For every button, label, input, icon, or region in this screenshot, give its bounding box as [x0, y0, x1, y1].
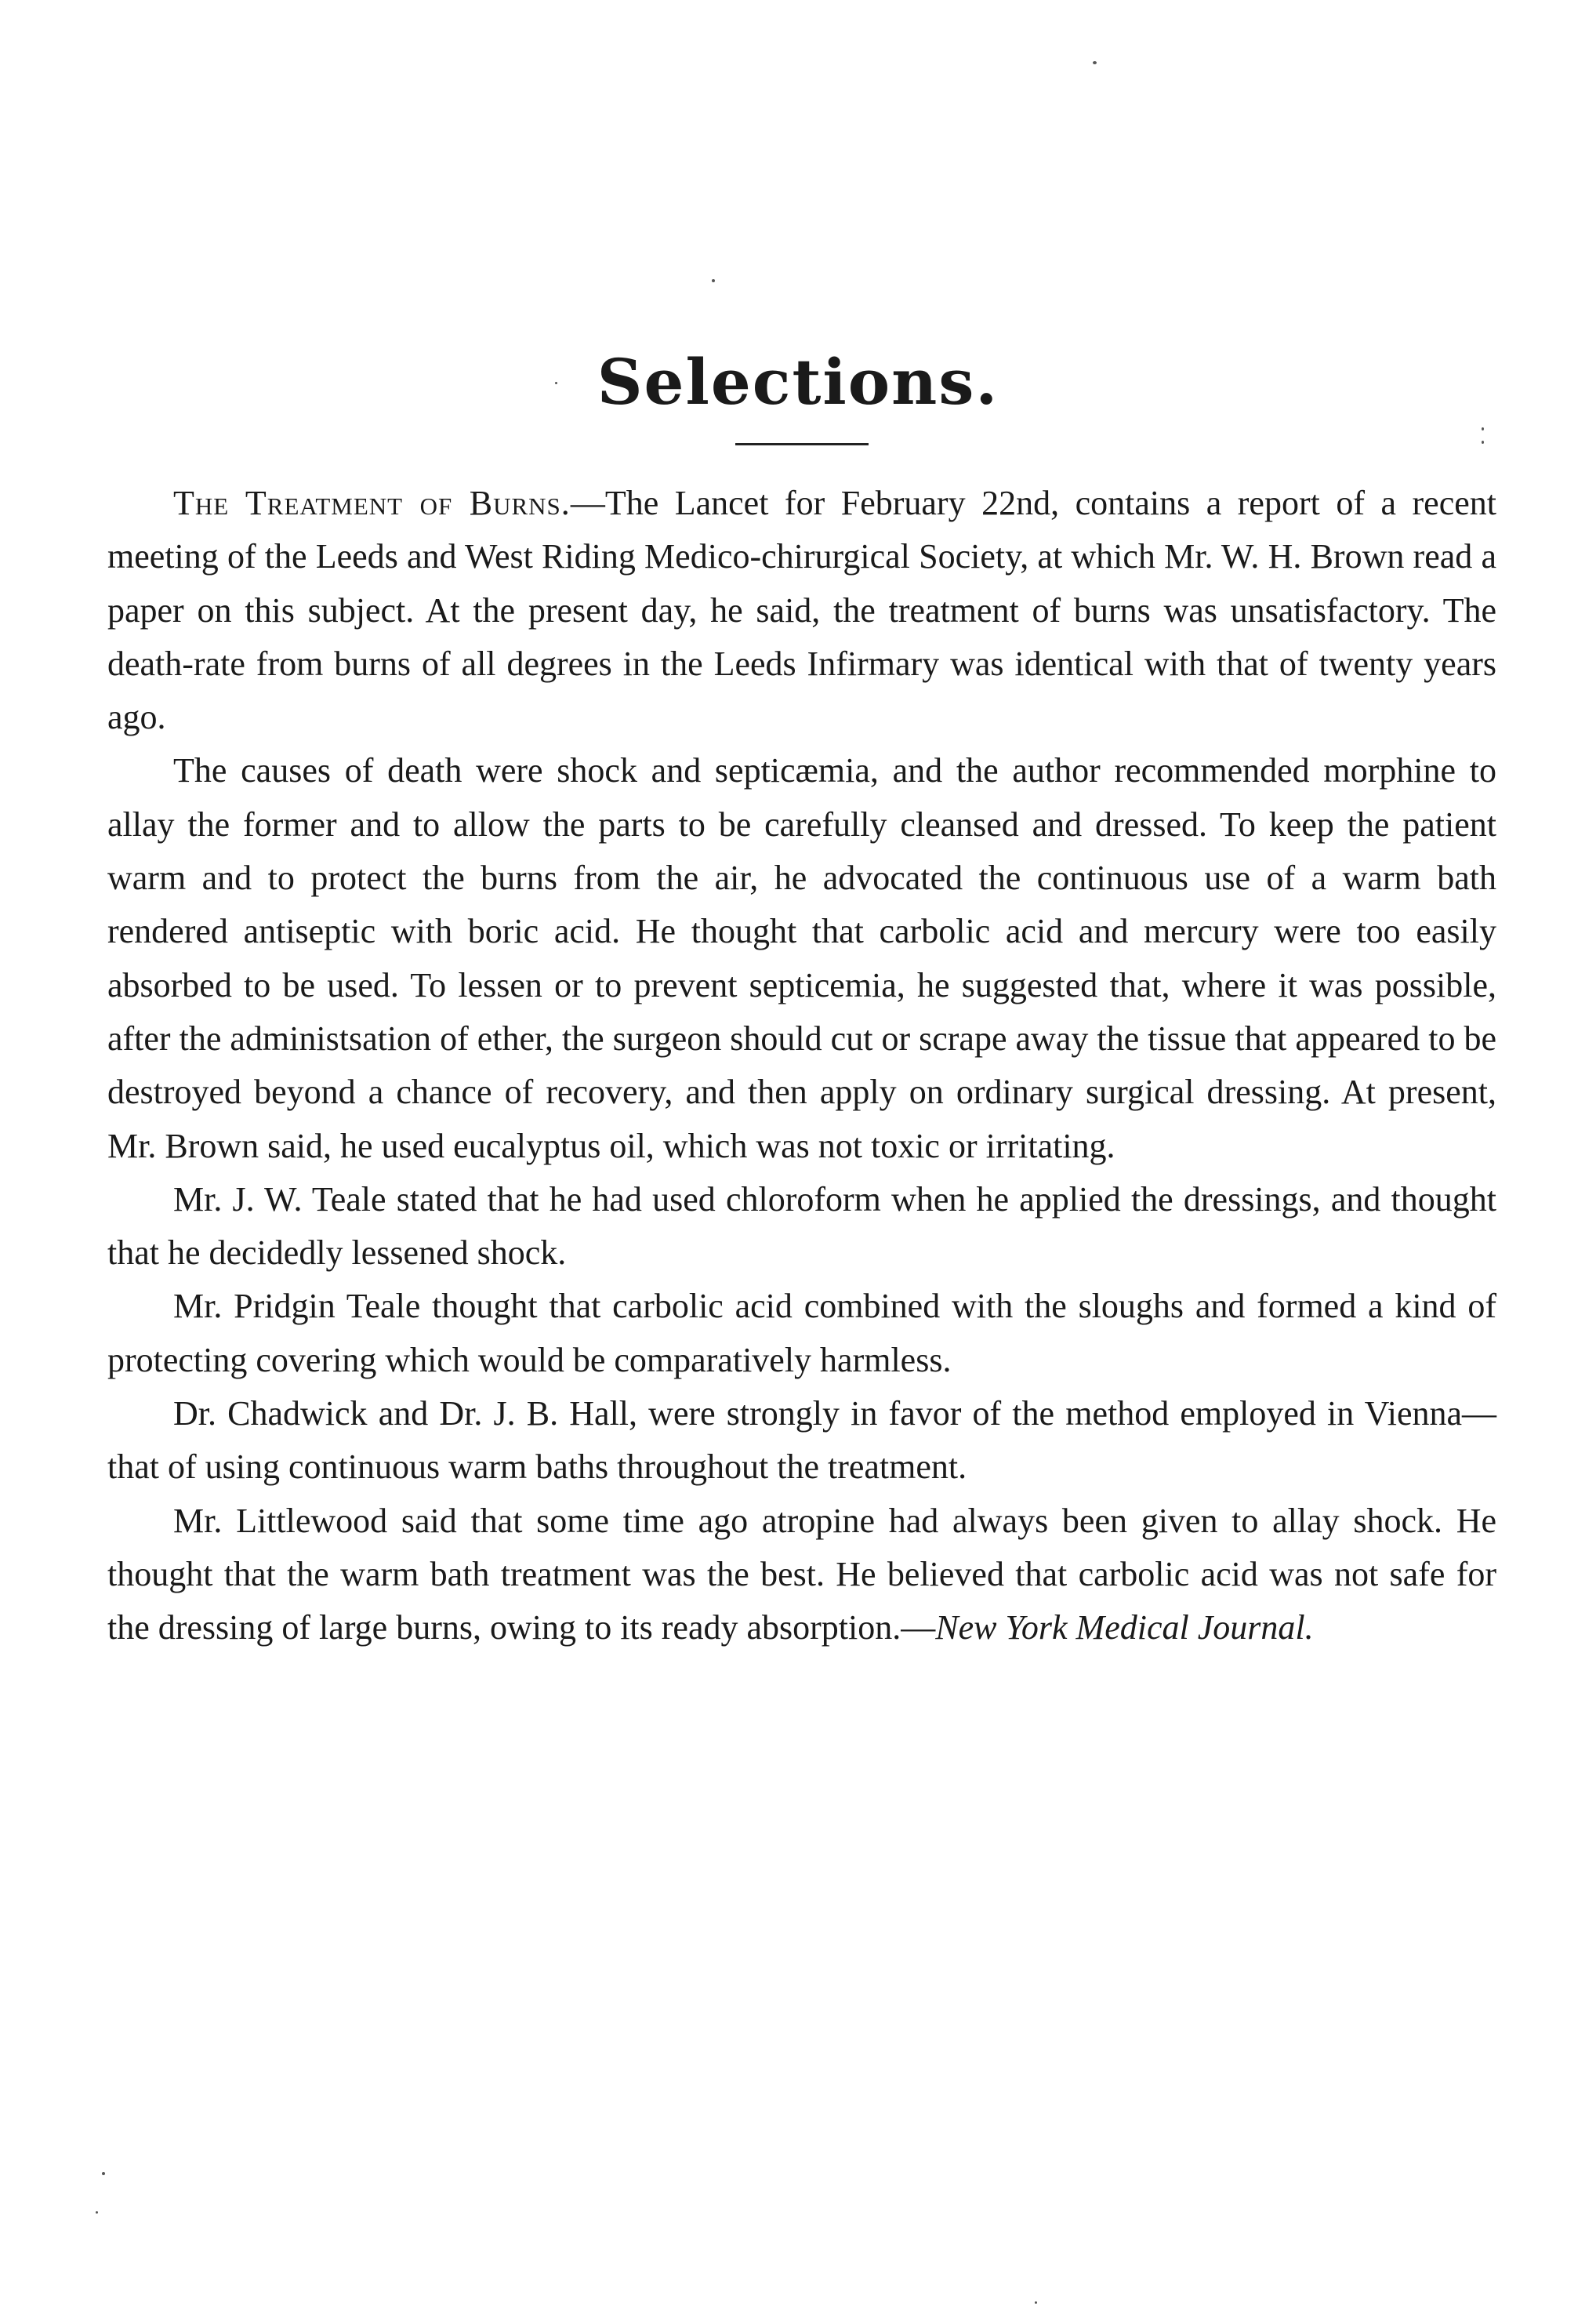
article-body [107, 477, 1496, 1655]
scan-speck [1093, 61, 1097, 64]
paragraph-5: Dr. Chadwick and Dr. J. B. Hall, were strongly in favor of the method employed in Vienna—that of using continuous warm baths throughout the treatment. [107, 1394, 1496, 1487]
paragraph-6 [107, 1495, 1496, 1655]
scan-speck [1482, 427, 1484, 430]
paragraph-2: The causes of death were shock and septicæmia, and the author recommended morphine to allay the former and to allow the parts to be carefully cleansed and dressed. To keep the patient warm and to protect the burns from the air, he advocated the continuous use of a warm bath rendered antiseptic with boric acid. He thought that carbolic acid and mercury were too easily absorbed to be used. To lessen or to prevent septicemia, he suggested that, where it was possible, after the administsation of ether, the surgeon should cut or scrape away the tissue that appeared to be destroyed beyond a chance of recovery, and then apply on ordinary surgical dressing. At present, Mr. Brown said, he used eucalyptus oil, which was not toxic or irritating. [107, 751, 1496, 1165]
scan-speck [96, 2211, 98, 2214]
paragraph-4: Mr. Pridgin Teale thought that carbolic acid combined with the sloughs and formed a kind of protecting covering which would be comparatively harmless. [107, 1287, 1496, 1379]
paragraph-1 [107, 477, 1496, 744]
scan-speck [102, 2172, 105, 2175]
scan-speck [1035, 2301, 1037, 2304]
scan-speck [712, 279, 715, 282]
title-divider [735, 443, 869, 445]
paragraph-3: Mr. J. W. Teale stated that he had used chloroform when he applied the dressings, and thought that he decidedly lessened shock. [107, 1179, 1496, 1273]
paragraph-6-text: Mr. Littlewood said that some time ago atropine had always been given to allay shock. He thought that the warm bath treatment was the best. He believed that carbolic acid was not safe for the dressing of large burns, owing to its ready absorption.— [107, 1501, 1496, 1647]
section-title: Selections. [597, 345, 999, 419]
scan-speck [1482, 441, 1484, 444]
scan-speck [555, 382, 557, 384]
source-citation: New York Medical Journal. [935, 1608, 1314, 1647]
paragraph-1-text: —The Lancet for February 22nd, contains a report of a recent meeting of the Leeds and West Riding Medico-chirurgical Society, at which Mr. W. H. Brown read a paper on this subject. At the present day, he said, the treatment of burns was unsatisfactory. The death-rate from burns of all degrees in the Leeds Infirmary was identical with that of twenty years ago. [107, 484, 1496, 737]
article-heading: The Treatment of Burns. [173, 484, 571, 522]
